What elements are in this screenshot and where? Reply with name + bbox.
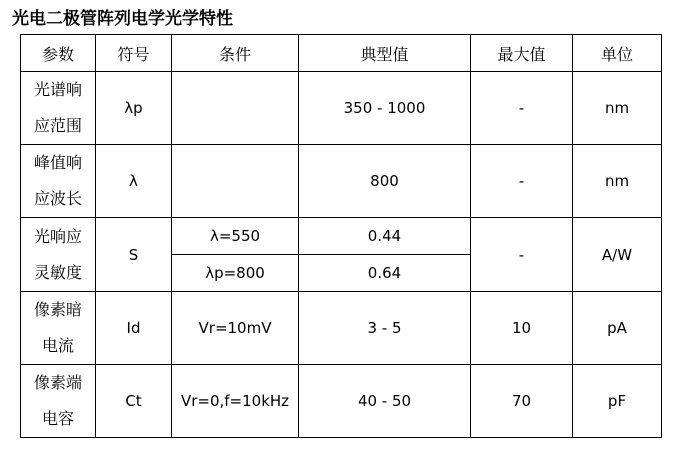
parameter-name: [21, 218, 96, 292]
header-max: 最大值: [471, 35, 573, 72]
symbol-cell: Ct: [96, 365, 172, 438]
typical-cell: 3 - 5: [299, 292, 471, 365]
header-unit: 单位: [573, 35, 662, 72]
parameter-name-line: 应范围: [33, 116, 82, 135]
header-typical: 典型值: [299, 35, 471, 72]
unit-cell: A/W: [573, 218, 662, 292]
parameter-name-line: 光谱响: [33, 80, 82, 99]
parameter-name-line: 像素端: [33, 373, 82, 392]
parameter-name: [21, 292, 96, 365]
max-cell: -: [471, 218, 573, 292]
unit-cell: pA: [573, 292, 662, 365]
header-symbol: 符号: [96, 35, 172, 72]
typical-cell: 0.44: [299, 218, 471, 255]
symbol-cell: S: [96, 218, 172, 292]
table-row: [21, 72, 662, 145]
symbol-cell: λp: [96, 72, 172, 145]
table-row: [21, 365, 662, 438]
typical-cell: 350 - 1000: [299, 72, 471, 145]
parameter-name: [21, 365, 96, 438]
table-row: [21, 292, 662, 365]
parameter-name: [21, 72, 96, 145]
parameter-name-line: 光响应: [33, 226, 82, 246]
unit-cell: nm: [573, 72, 662, 145]
parameter-name-line: 峰值响: [33, 153, 82, 172]
max-cell: 70: [471, 365, 573, 438]
typical-cell: 800: [299, 145, 471, 218]
condition-cell: Vr=10mV: [172, 292, 299, 365]
header-parameter: 参数: [21, 35, 96, 72]
symbol-cell: Id: [96, 292, 172, 365]
header-condition: 条件: [172, 35, 299, 72]
parameter-name-line: 应波长: [33, 189, 82, 208]
condition-cell: λp=800: [172, 255, 299, 292]
table-row: [21, 145, 662, 218]
parameter-name-line: 像素暗: [33, 300, 82, 319]
max-cell: -: [471, 72, 573, 145]
parameter-name-line: 电容: [41, 409, 74, 428]
condition-cell: [172, 72, 299, 145]
parameter-name-line: 电流: [41, 336, 74, 355]
unit-cell: nm: [573, 145, 662, 218]
condition-cell: [172, 145, 299, 218]
table-row: [21, 218, 662, 255]
condition-cell: Vr=0,f=10kHz: [172, 365, 299, 438]
characteristics-table: [20, 34, 662, 438]
max-cell: 10: [471, 292, 573, 365]
typical-cell: 40 - 50: [299, 365, 471, 438]
condition-cell: λ=550: [172, 218, 299, 255]
unit-cell: pF: [573, 365, 662, 438]
header-row: [21, 35, 662, 72]
parameter-name: [21, 145, 96, 218]
typical-cell: 0.64: [299, 255, 471, 292]
page-title: 光电二极管阵列电学光学特性: [12, 9, 233, 29]
max-cell: -: [471, 145, 573, 218]
parameter-name-line: 灵敏度: [33, 262, 82, 282]
symbol-cell: λ: [96, 145, 172, 218]
